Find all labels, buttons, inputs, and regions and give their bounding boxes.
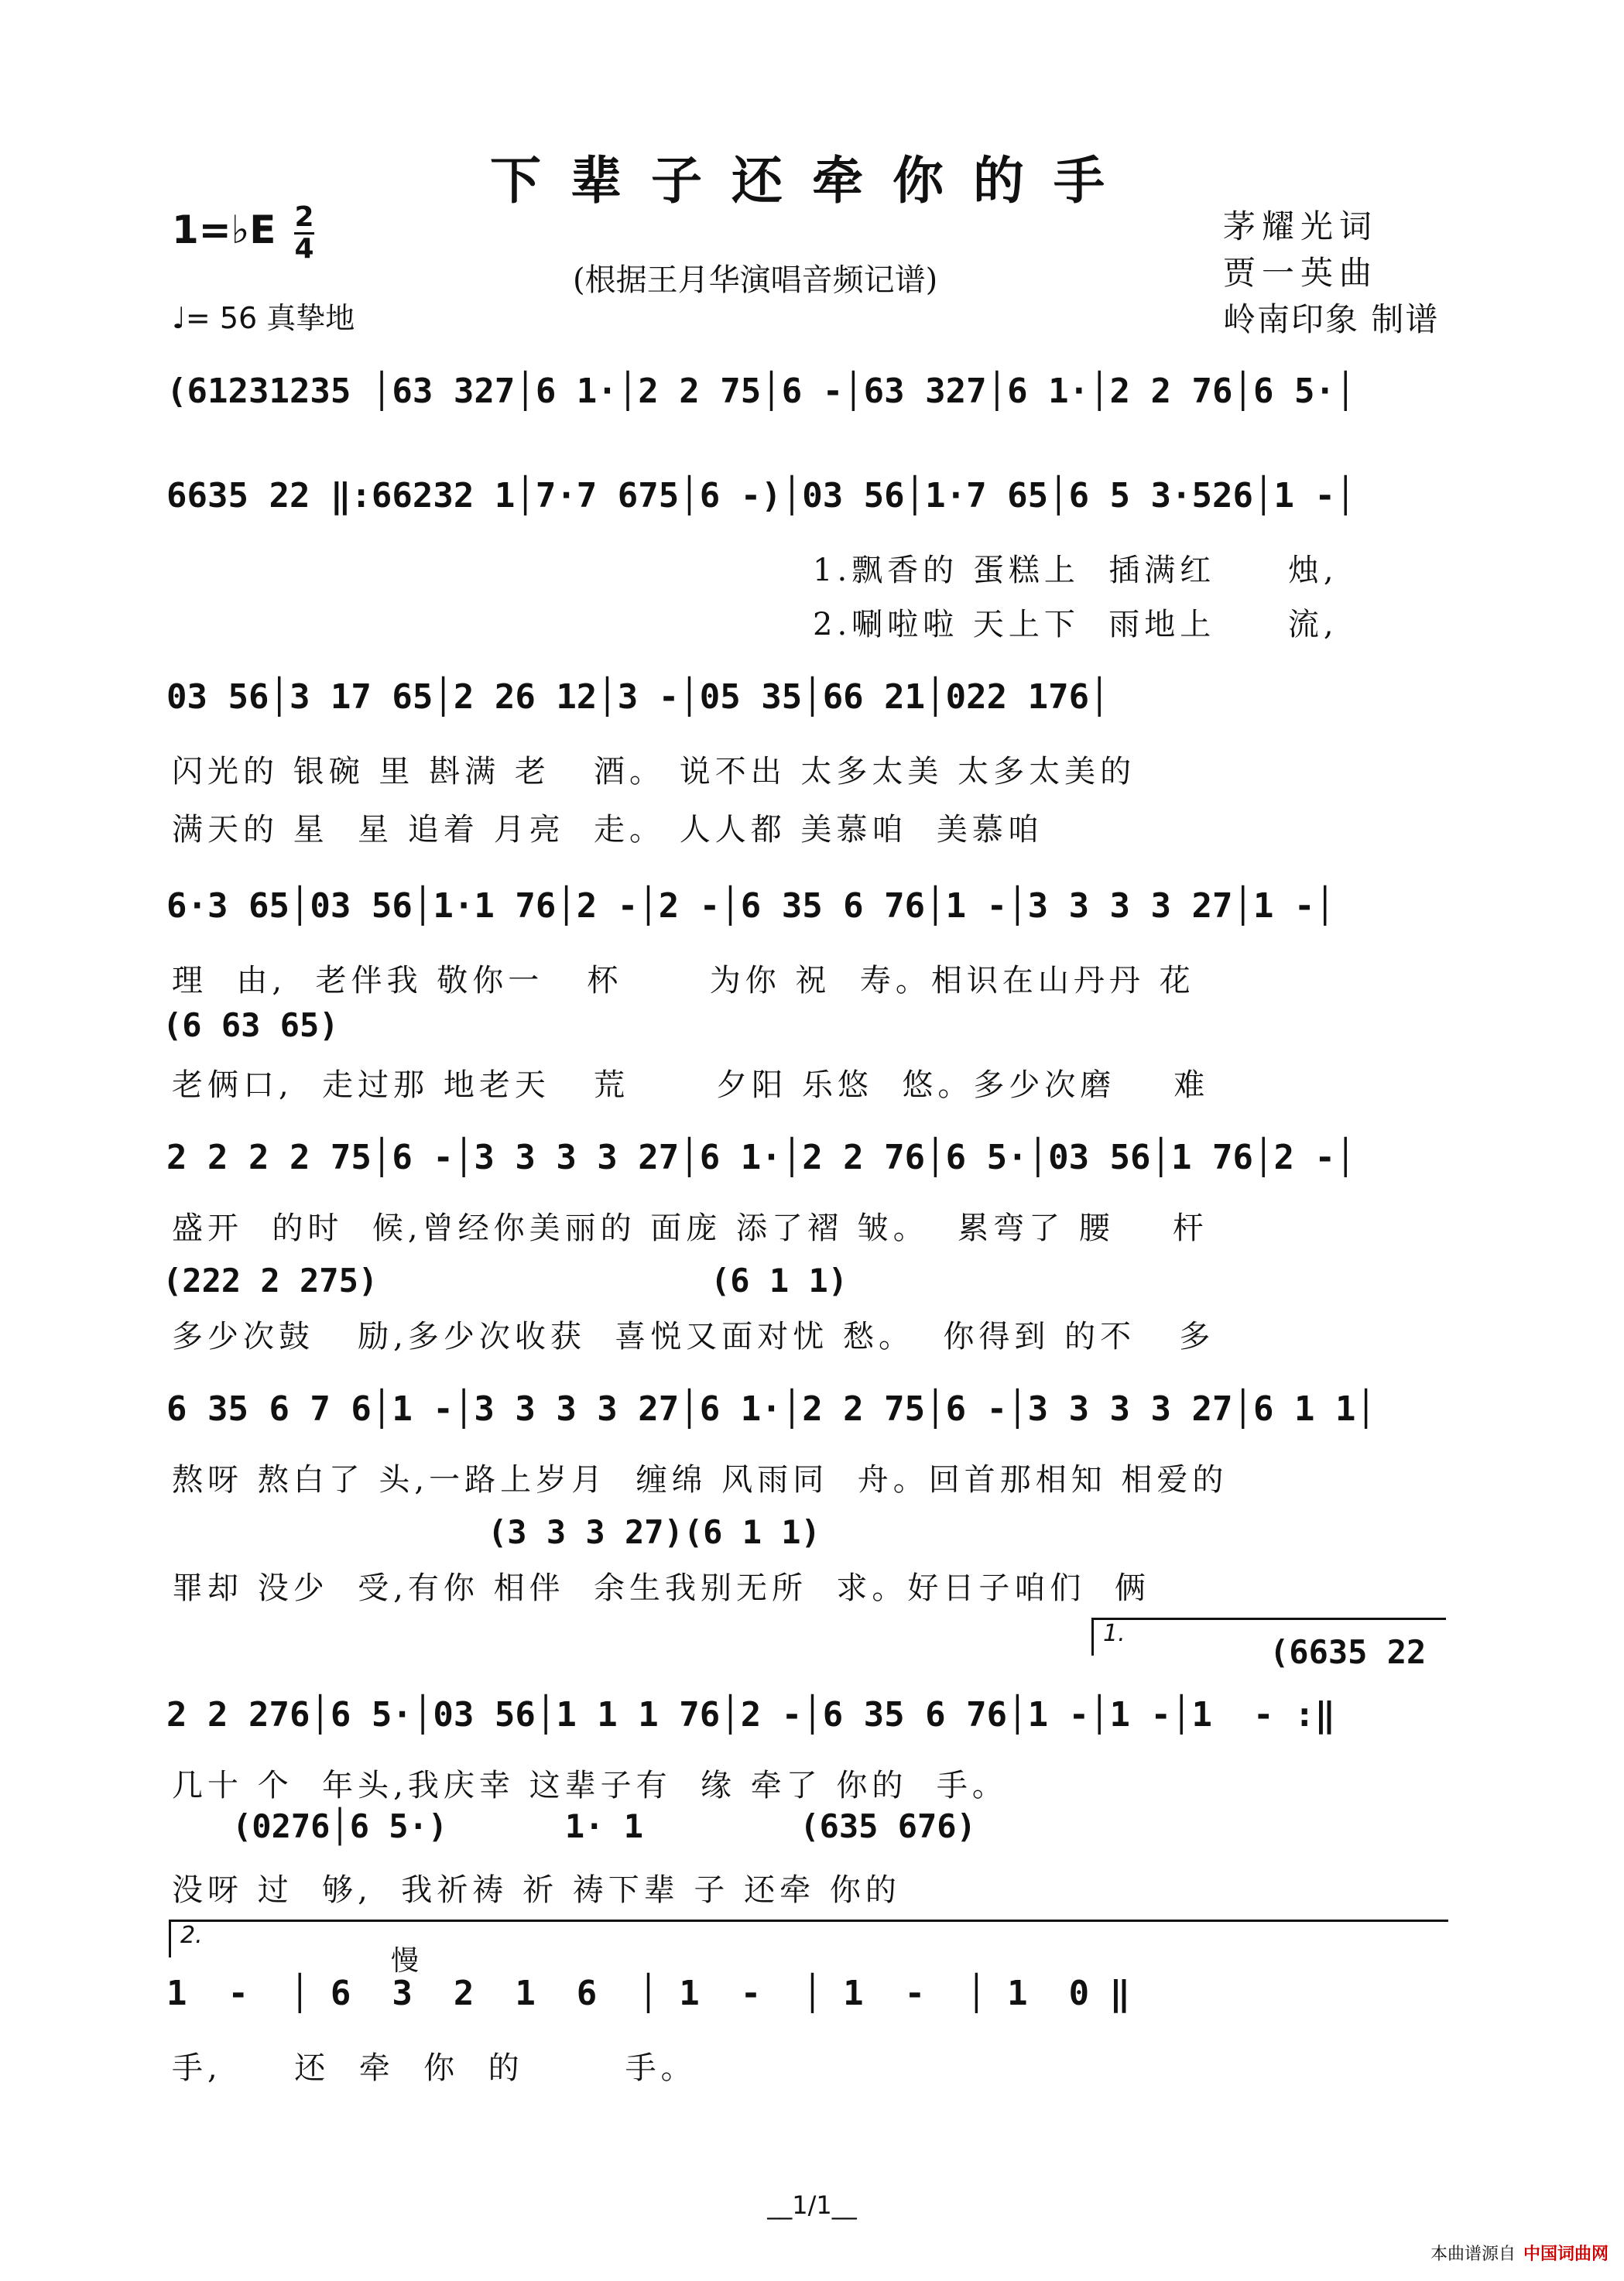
time-sig-bottom: 4: [294, 233, 314, 265]
lyric-line: 理 由, 老伴我 敬你一 杯 为你 祝 寿。相识在山丹丹 花: [172, 963, 1195, 998]
alternate-notes: (6 63 65): [163, 1006, 339, 1044]
source-site: 中国词曲网: [1523, 2245, 1609, 2264]
volta-label: 2.: [180, 1922, 203, 1949]
notation-row: 6635 22 ‖:66232 1│7·7 675│6 -)│03 56│1·7 65│6 5 3·526│1 -│: [166, 476, 1356, 515]
lyricist-credit: 茅耀光词: [1223, 207, 1379, 245]
notation-row: 6 35 6 7 6│1 -│3 3 3 3 27│6 1·│2 2 75│6 -│3 3 3 3 27│6 1 1│: [166, 1389, 1376, 1429]
lyric-line: 满天的 星 星 追着 月亮 走。 人人都 美慕咱 美慕咱: [172, 812, 1043, 848]
lyric-line: 没呀 过 够, 我祈祷 祈 祷下辈 子 还牵 你的: [172, 1872, 901, 1908]
notation-row: 2 2 276│6 5·│03 56│1 1 1 76│2 -│6 35 6 76│1 -│1 -│1 - :‖: [166, 1695, 1335, 1735]
alternate-notes: (0276│6 5·) 1· 1 (635 676): [232, 1807, 976, 1845]
lyric-line: 熬呀 熬白了 头,一路上岁月 缠绵 风雨同 舟。回首那相知 相爱的: [172, 1462, 1228, 1498]
lyric-line: 多少次鼓 励,多少次收获 喜悦又面对忧 愁。 你得到 的不 多: [172, 1319, 1215, 1355]
alternate-notes: (6635 22: [1269, 1633, 1427, 1671]
source-label: 本曲谱源自: [1430, 2245, 1516, 2264]
alternate-notes: (222 2 275) (6 1 1): [163, 1262, 848, 1300]
second-ending-bracket: [169, 1920, 1448, 1957]
song-title: 下辈子还牵你的手: [490, 150, 1134, 211]
key-signature: 1=♭E: [172, 207, 276, 252]
composer-credit: 贾一英曲: [1223, 254, 1379, 292]
lyric-line: 几十 个 年头,我庆幸 这辈子有 缘 牵了 你的 手。: [172, 1768, 1008, 1803]
volta-label: 1.: [1103, 1620, 1125, 1647]
notation-row: 03 56│3 17 65│2 26 12│3 -│05 35│66 21│022 176│: [166, 677, 1110, 717]
time-sig-top: 2: [294, 201, 314, 233]
page-number: __1/1__: [767, 2190, 857, 2220]
lyric-line: 手, 还 牵 你 的 手。: [172, 2050, 697, 2086]
notation-row: 2 2 2 2 75│6 -│3 3 3 3 27│6 1·│2 2 76│6 5·│03 56│1 76│2 -│: [166, 1138, 1356, 1177]
lyric-line: 2.唰啦啦 天上下 雨地上 流,: [813, 607, 1338, 642]
notation-row: (61231235 │63 327│6 1·│2 2 75│6 -│63 327│6 1·│2 2 76│6 5·│: [166, 372, 1356, 411]
source-credit: [1430, 2241, 1609, 2265]
alternate-notes: (3 3 3 27)(6 1 1): [488, 1513, 821, 1551]
arranger-credit: 岭南印象 制谱: [1223, 300, 1440, 338]
notation-row: 6·3 65│03 56│1·1 76│2 -│2 -│6 35 6 76│1 -│3 3 3 3 27│1 -│: [166, 886, 1335, 926]
lyric-line: 盛开 的时 候,曾经你美丽的 面庞 添了褶 皱。 累弯了 腰 杆: [172, 1211, 1208, 1246]
lyric-line: 罪却 没少 受,有你 相伴 余生我别无所 求。好日子咱们 俩: [172, 1570, 1150, 1606]
subtitle: (根据王月华演唱音频记谱): [573, 262, 938, 298]
lyric-line: 老俩口, 走过那 地老天 荒 夕阳 乐悠 悠。多少次磨 难: [172, 1067, 1210, 1103]
lyric-line: 闪光的 银碗 里 斟满 老 酒。 说不出 太多太美 太多太美的: [172, 754, 1136, 789]
time-signature: [294, 203, 314, 264]
slow-marking: 慢: [391, 1945, 420, 1977]
tempo-marking: ♩= 56 真挚地: [172, 301, 355, 335]
lyric-line: 1.飘香的 蛋糕上 插满红 烛,: [813, 553, 1338, 588]
notation-row: 1 - │ 6 3 2 1 6 │ 1 - │ 1 - │ 1 0 ‖: [166, 1974, 1131, 2013]
